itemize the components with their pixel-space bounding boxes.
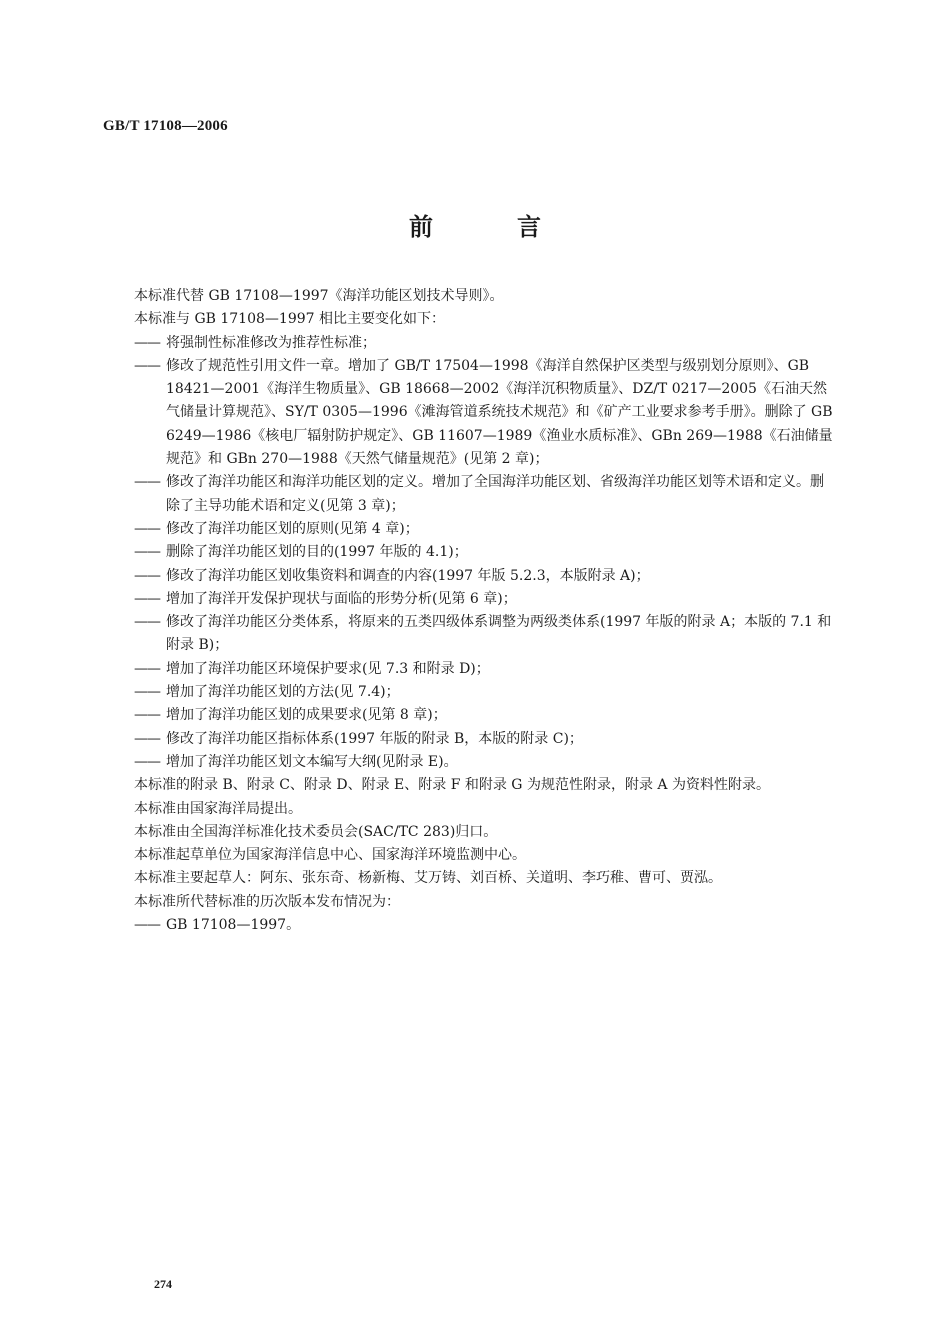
- change-item: [134, 518, 834, 541]
- closing-line: 本标准由国家海洋局提出。: [134, 800, 302, 817]
- change-text: 将强制性标准修改为推荐性标准；: [166, 334, 376, 351]
- change-item: [134, 355, 834, 471]
- change-text: 增加了海洋开发保护现状与面临的形势分析(见第 6 章)；: [166, 590, 517, 607]
- intro-line: 本标准与 GB 17108—1997 相比主要变化如下：: [134, 311, 445, 328]
- change-text: 修改了海洋功能区分类体系，将原来的五类四级体系调整为两级类体系(1997 年版的附录 A；本版的 7.1 和附录 B)；: [166, 614, 832, 654]
- change-item: [134, 588, 834, 611]
- page-title: 前 言: [409, 212, 571, 241]
- dash-marker: ——: [134, 917, 160, 934]
- closing-line: 本标准主要起草人：阿东、张东奇、杨新梅、艾万铸、刘百桥、关道明、李巧稚、曹可、贾泓。: [134, 870, 722, 887]
- history-text: GB 17108—1997。: [166, 917, 301, 934]
- change-item: [134, 658, 834, 681]
- change-text: 修改了海洋功能区划收集资料和调查的内容(1997 年版 5.2.3，本版附录 A)；: [166, 567, 650, 584]
- closing-line: 本标准所代替标准的历次版本发布情况为：: [134, 893, 400, 910]
- dash-marker: ——: [134, 334, 160, 351]
- change-item: [134, 332, 834, 355]
- standard-code: GB/T 17108—2006: [103, 118, 228, 134]
- change-text: 修改了海洋功能区指标体系(1997 年版的附录 B，本版的附录 C)；: [166, 730, 583, 747]
- change-text: 删除了海洋功能区划的目的(1997 年版的 4.1)；: [166, 544, 468, 561]
- dash-marker: ——: [134, 707, 160, 724]
- change-item: [134, 541, 834, 564]
- change-item: [134, 611, 834, 658]
- closing-line: 本标准起草单位为国家海洋信息中心、国家海洋环境监测中心。: [134, 847, 526, 864]
- change-text: 修改了海洋功能区划的原则(见第 4 章)；: [166, 520, 419, 537]
- dash-marker: ——: [134, 684, 160, 701]
- change-text: 增加了海洋功能区划的方法(见 7.4)；: [166, 684, 400, 701]
- dash-marker: ——: [134, 590, 160, 607]
- change-text: 增加了海洋功能区划的成果要求(见第 8 章)；: [166, 707, 447, 724]
- intro-line: 本标准代替 GB 17108—1997《海洋功能区划技术导则》。: [134, 288, 504, 304]
- change-text: 增加了海洋功能区环境保护要求(见 7.3 和附录 D)；: [166, 660, 490, 677]
- change-item: [134, 728, 834, 751]
- dash-marker: ——: [134, 614, 160, 631]
- dash-marker: ——: [134, 544, 160, 561]
- dash-marker: ——: [134, 357, 160, 374]
- dash-marker: ——: [134, 474, 160, 491]
- change-item: [134, 681, 834, 704]
- page-number: 274: [154, 1277, 172, 1291]
- change-item: [134, 751, 834, 774]
- dash-marker: ——: [134, 520, 160, 537]
- change-item: [134, 471, 834, 518]
- change-text: 修改了海洋功能区和海洋功能区划的定义。增加了全国海洋功能区划、省级海洋功能区划等术语和定义。删除了主导功能术语和定义(见第 3 章)；: [166, 474, 824, 514]
- change-item: [134, 565, 834, 588]
- change-item: [134, 704, 834, 727]
- history-item: [134, 914, 834, 937]
- foreword-body: [134, 285, 834, 937]
- dash-marker: ——: [134, 730, 160, 747]
- change-text: 修改了规范性引用文件一章。增加了 GB/T 17504—1998《海洋自然保护区类型与级别划分原则》、GB 18421—2001《海洋生物质量》、GB 18668—2002《海洋沉积物质量》、DZ/T 0217—2005《石油天然气储量计算规范》、SY/T 0305—1996《滩海管道系统技术规范》和《矿产工业要求参考手册》。删除了 GB 6249—1986《核电厂辐射防护规定》、GB 11607—1989《渔业水质标准》、GBn 269—1988《石油储量规范》和 GBn 270—1988《天然气储量规范》(见第 2 章)；: [166, 357, 833, 468]
- closing-line: 本标准的附录 B、附录 C、附录 D、附录 E、附录 F 和附录 G 为规范性附录，附录 A 为资料性附录。: [134, 777, 770, 794]
- dash-marker: ——: [134, 753, 160, 770]
- dash-marker: ——: [134, 660, 160, 677]
- closing-line: 本标准由全国海洋标准化技术委员会(SAC/TC 283)归口。: [134, 823, 498, 840]
- change-text: 增加了海洋功能区划文本编写大纲(见附录 E)。: [166, 753, 458, 770]
- dash-marker: ——: [134, 567, 160, 584]
